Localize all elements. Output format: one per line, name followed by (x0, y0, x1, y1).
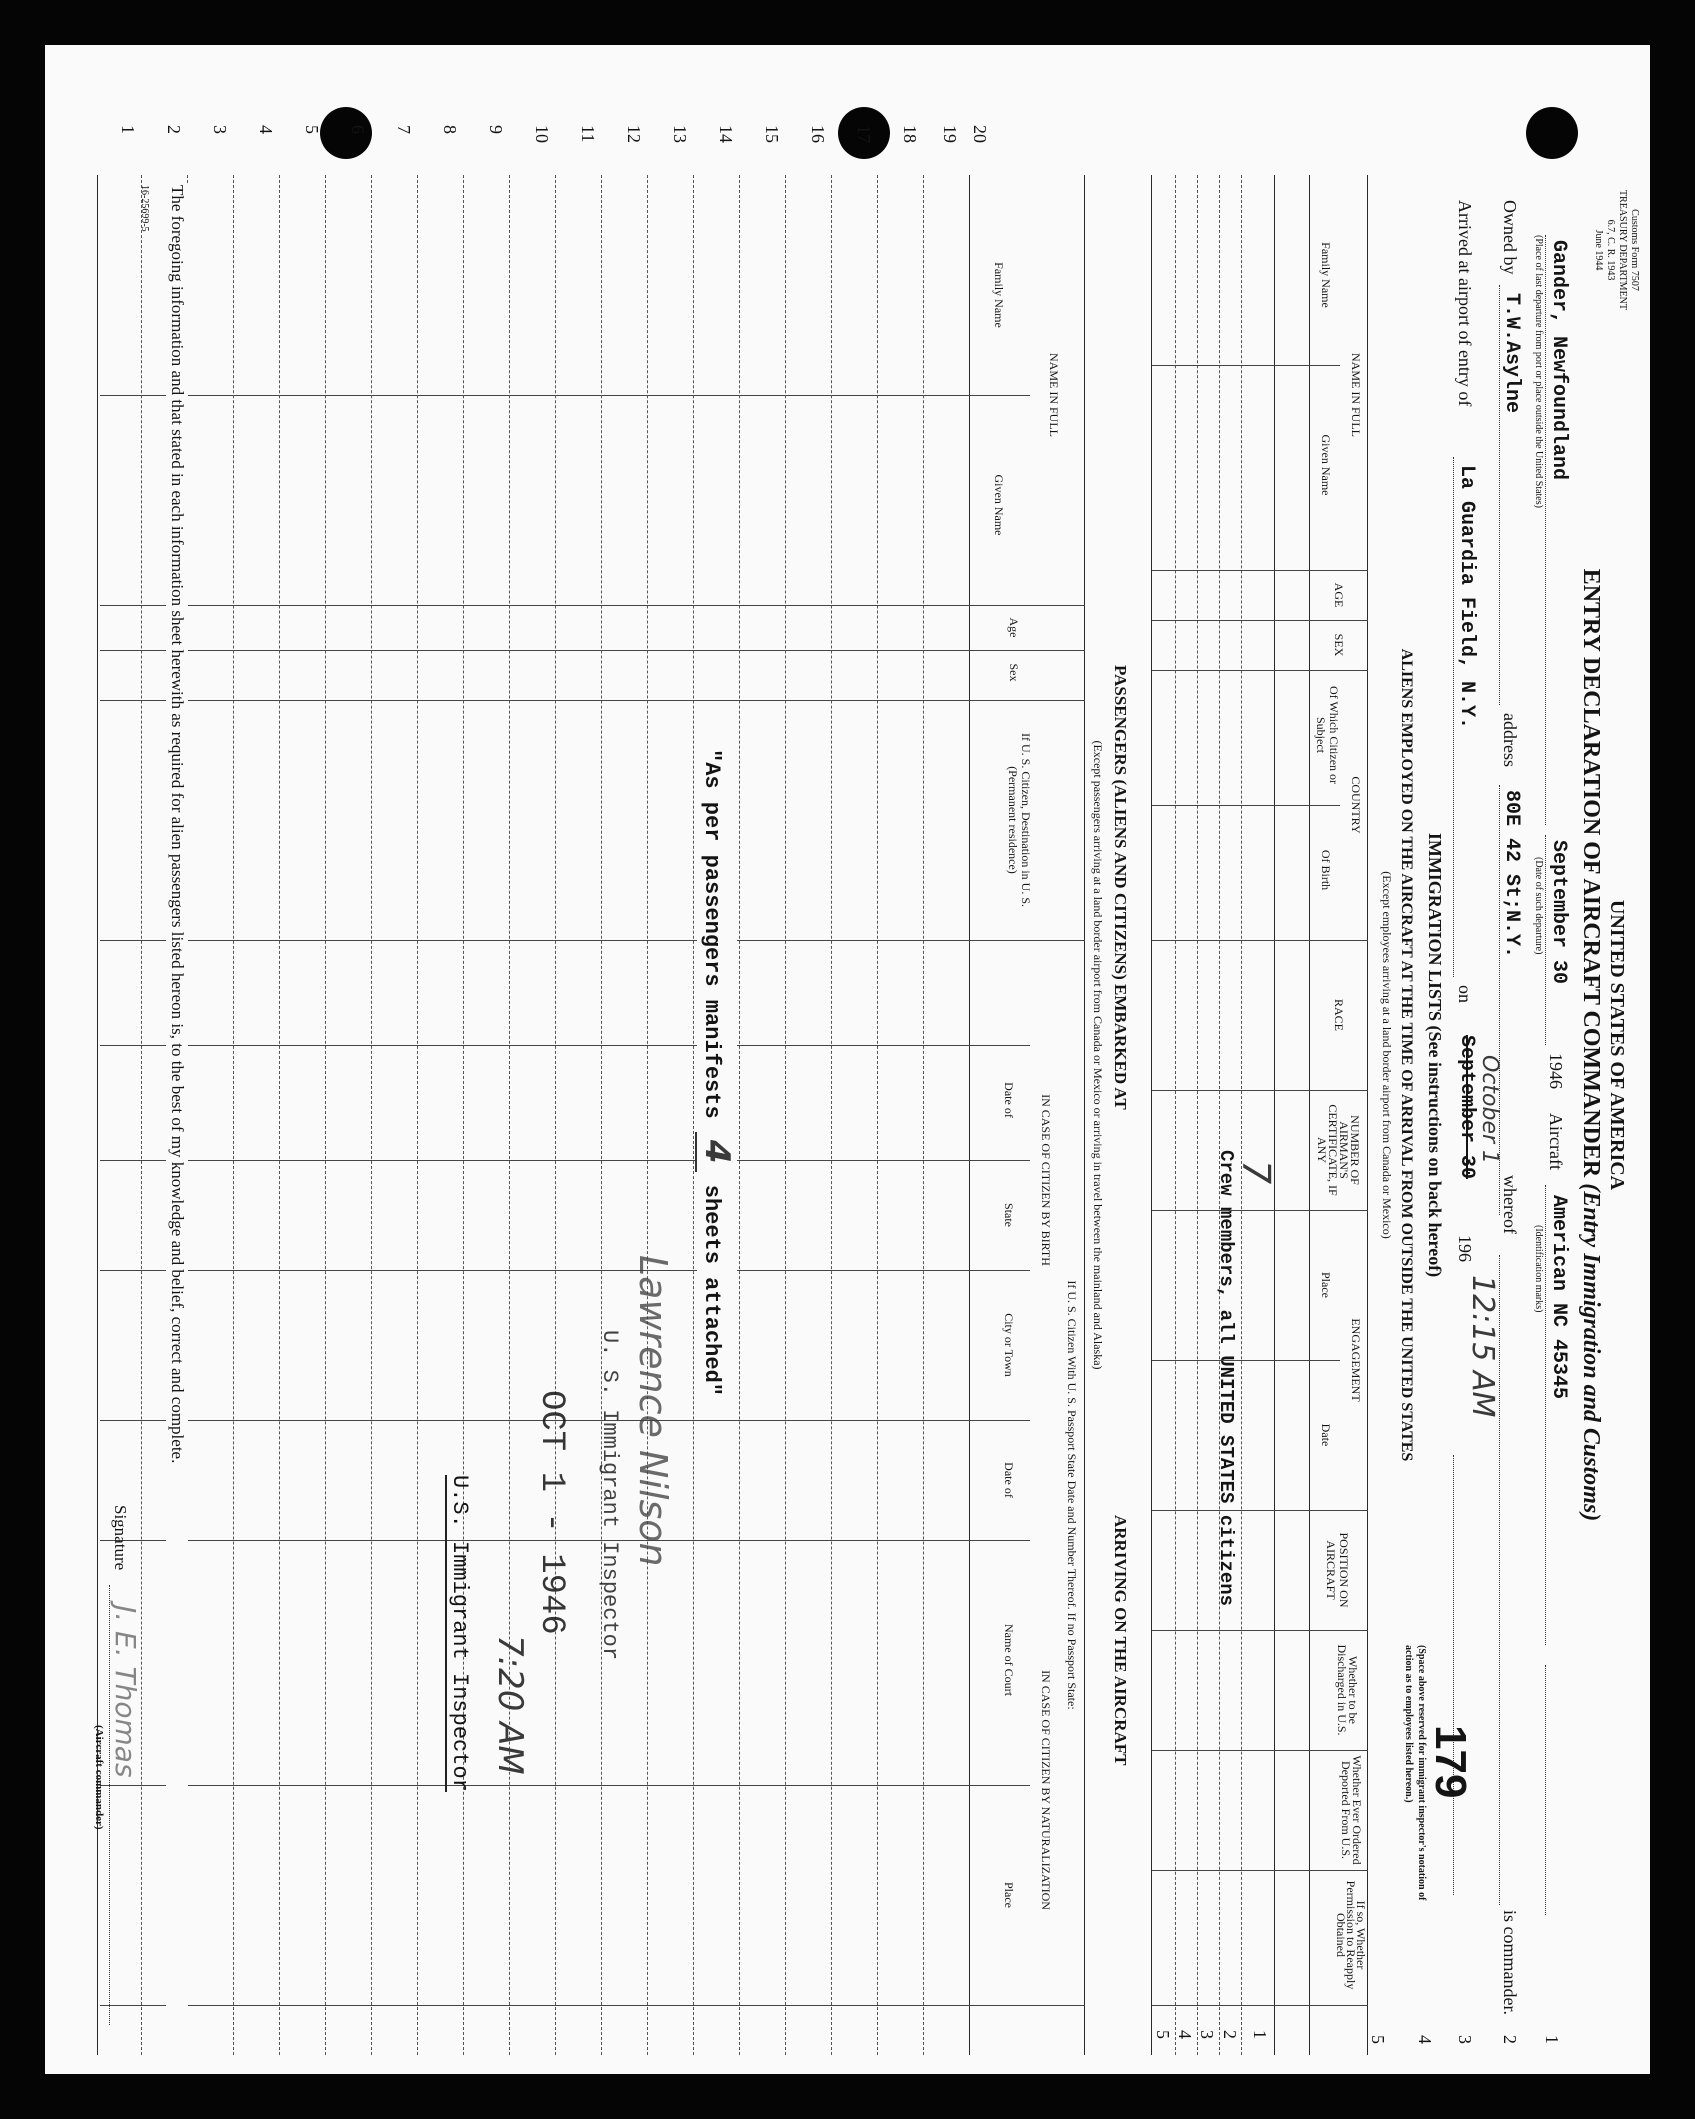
pass-col-date-of: Date of (1002, 1082, 1016, 1118)
manifest-suffix: sheets attached" (699, 1184, 724, 1396)
pass-col-by-birth: IN CASE OF CITIZEN BY BIRTH (1039, 1094, 1053, 1266)
alien-col-sex: SEX (1332, 633, 1346, 657)
passenger-row-number: 7 (394, 125, 414, 134)
alien-col-deported: Whether Ever Ordered Deported From U.S. (1339, 1755, 1364, 1865)
alien-col-family: Family Name (1319, 242, 1333, 308)
punch-hole (1526, 107, 1578, 159)
form-number: Customs Form 7507 (1629, 209, 1640, 291)
arrival-year: 196 (1455, 1235, 1475, 1262)
alien-col-citizen: Of Which Citizen or Subject (1314, 685, 1341, 785)
stamp-date: OCT 1 - 1946 (532, 1390, 570, 1635)
form-id (1592, 165, 1640, 335)
departure-date-caption: (Date of such departure) (1533, 857, 1544, 955)
signature-caption: (Aircraft commander) (93, 1725, 105, 1830)
pass-col-destination: If U. S. Citizen, Destination in U. S. (Permanent residence) (1006, 733, 1033, 907)
document-page (45, 45, 1650, 2074)
aircraft-caption: (Identification marks) (1533, 1225, 1544, 1313)
top-row-number: 4 (1415, 2035, 1435, 2044)
passenger-row-number: 14 (716, 125, 736, 143)
pass-col-place: Place (1002, 1882, 1016, 1908)
passenger-row-number: 8 (440, 125, 460, 134)
passenger-row-number: 9 (486, 125, 506, 134)
whereof-label: whereof (1500, 1175, 1520, 1234)
pass-col-by-naturalization: IN CASE OF CITIZEN BY NATURALIZATION (1039, 1670, 1053, 1910)
aliens-heading: ALIENS EMPLOYED ON THE AIRCRAFT AT THE TIME OF ARRIVAL FROM OUTSIDE THE UNITED STATES (1398, 648, 1415, 1462)
title-main: ENTRY DECLARATION OF AIRCRAFT COMMANDER (1578, 568, 1604, 1178)
alien-col-birth: Of Birth (1319, 849, 1333, 891)
passengers-subheading: (Except passengers arriving at a land border airport from Canada or Mexico or arriving in travel between the mainland and Alaska) (1091, 740, 1105, 1370)
manifest-prefix: "As per passengers manifests (699, 749, 724, 1119)
crew-count-handwritten: 7 (1234, 1160, 1278, 1185)
pass-col-court: Name of Court (1002, 1624, 1016, 1696)
form-date: June 1944 (1593, 229, 1604, 271)
passenger-row-number: 13 (670, 125, 690, 143)
passenger-row-number: 19 (940, 125, 960, 143)
rotated-form (45, 45, 1650, 2074)
manifest-count: 4 (695, 1132, 737, 1172)
manifest-note (697, 745, 737, 1400)
alien-col-airman: NUMBER OF AIRMAN'S CERTIFICATE, IF ANY (1315, 1104, 1362, 1196)
address-label: address (1500, 713, 1520, 767)
departure-place: Gander, Newfoundland (1547, 240, 1570, 481)
owner-value: T.W.Asylne (1500, 293, 1523, 414)
arrival-airport: La Guardia Field, N.Y. (1455, 465, 1478, 730)
pass-col-date-of-2: Date of (1002, 1462, 1016, 1498)
arrival-time-handwritten: 12:15 AM (1465, 1275, 1500, 1418)
departure-date: September 30 (1547, 840, 1570, 985)
alien-row-number: 5 (1153, 2030, 1173, 2039)
arrival-on-label: on (1455, 985, 1475, 1003)
alien-row-number: 4 (1175, 2030, 1195, 2039)
passenger-row-number: 16 (808, 125, 828, 143)
pass-col-sex: Sex (1007, 663, 1021, 682)
regulation: 6.7, C. R. 1943 (1605, 219, 1616, 281)
passenger-row-number: 2 (164, 125, 184, 134)
alien-col-country: COUNTRY (1349, 776, 1363, 834)
title-sub: (Entry Immigration and Customs) (1578, 1183, 1604, 1522)
passenger-row-number: 10 (532, 125, 552, 143)
pass-col-family: Family Name (992, 262, 1006, 328)
pass-col-state: State (1002, 1203, 1016, 1227)
aliens-subheading: (Except employees arriving at a land border airport from Canada or Mexico) (1380, 871, 1394, 1239)
arrival-label: Arrived at airport of entry of (1455, 200, 1475, 407)
alien-row-number: 2 (1220, 2030, 1240, 2039)
print-code: 16-25699-5 (139, 185, 150, 232)
stamp-time: 7:20 AM (490, 1635, 530, 1775)
passenger-row-number: 15 (762, 125, 782, 143)
passenger-row-number: 6 (348, 125, 368, 134)
passenger-row-number: 12 (624, 125, 644, 143)
top-row-number: 2 (1500, 2035, 1520, 2044)
pass-col-given: Given Name (992, 474, 1006, 536)
passengers-heading-left: PASSENGERS (ALIENS AND CITIZENS) EMBARKED AT (1111, 665, 1130, 1110)
signature-label: Signature (111, 1505, 130, 1571)
pass-col-passport: If U. S. Citizen With U. S. Passport State Date and Number Thereof. If no Passport State: (1065, 1280, 1079, 1710)
alien-row-number: 3 (1197, 2030, 1217, 2039)
aircraft-label: Aircraft (1546, 1113, 1566, 1170)
crew-note: Crew members, all UNITED STATES citizens (1215, 1150, 1237, 1607)
owner-label: Owned by (1500, 200, 1520, 275)
passenger-row-number: 18 (900, 125, 920, 143)
aircraft-marks: American NC 45345 (1547, 1195, 1570, 1400)
alien-col-place: Place (1319, 1272, 1333, 1298)
alien-col-permission: If so, Whether Permission to Reapply Obtained (1334, 1880, 1368, 1990)
reserved-note: (Space above reserved for immigrant inspector's notation of action as to employees listed hereon.) (1403, 1645, 1427, 1901)
inspector-signature: Lawrence Nilson (631, 1255, 675, 1567)
certification: The foregoing information and that stated in each information sheet herewith as required for alien passengers listed hereon is, to the best of my knowledge and belief, correct and complete. (166, 185, 188, 2065)
owner-address: 80E 42 St;N.Y. (1500, 790, 1523, 959)
inspector-title-handwritten: U. S. Immigrant Inspector (597, 1330, 622, 1661)
arrival-date-typed: September 30 (1455, 1035, 1478, 1180)
top-row-number: 5 (1368, 2035, 1388, 2044)
alien-col-race: RACE (1332, 998, 1346, 1031)
pass-col-name: NAME IN FULL (1047, 353, 1061, 437)
department: TREASURY DEPARTMENT (1617, 189, 1628, 311)
alien-col-position: POSITION ON AIRCRAFT (1324, 1532, 1351, 1608)
departure-place-caption: (Place of last departure from port or place outside the United States) (1533, 235, 1544, 508)
passenger-row-number: 17 (854, 125, 874, 143)
alien-col-age: AGE (1332, 582, 1346, 608)
passenger-row-number: 3 (210, 125, 230, 134)
pass-col-age: Age (1007, 617, 1021, 638)
passengers-heading-right: ARRIVING ON THE AIRCRAFT (1111, 1515, 1130, 1766)
alien-col-date: Date (1319, 1423, 1333, 1447)
top-row-number: 1 (1542, 2035, 1562, 2044)
commander-label: is commander. (1500, 1910, 1520, 2015)
alien-col-engagement: ENGAGEMENT (1349, 1318, 1363, 1402)
top-row-number: 3 (1455, 2035, 1475, 2044)
stamp-number: 179 (1426, 1725, 1475, 1799)
passenger-row-number: 4 (256, 125, 276, 134)
country-title: UNITED STATES OF AMERICA (1606, 899, 1628, 1191)
pass-col-city: City or Town (1002, 1313, 1016, 1377)
inspector-title-typed: U.S. Immigrant Inspector (447, 1475, 472, 1792)
passenger-row-number: 20 (970, 125, 990, 143)
alien-col-name: NAME IN FULL (1349, 353, 1363, 437)
passenger-row-number: 11 (578, 125, 598, 143)
passenger-row-number: 1 (118, 125, 138, 134)
arrival-date-handwritten: October 1 (1477, 1055, 1502, 1165)
passenger-row-number: 5 (302, 125, 322, 134)
alien-row-number: 1 (1250, 2030, 1270, 2039)
alien-col-given: Given Name (1319, 434, 1333, 496)
departure-year: 1946 (1546, 1053, 1566, 1089)
immigration-heading: IMMIGRATION LISTS (See instructions on back hereof) (1425, 832, 1445, 1278)
commander-signature: J. E. Thomas (109, 1605, 142, 1778)
alien-col-discharged: Whether to be Discharged in U.S. (1335, 1644, 1360, 1736)
form-title (1577, 445, 1604, 1645)
